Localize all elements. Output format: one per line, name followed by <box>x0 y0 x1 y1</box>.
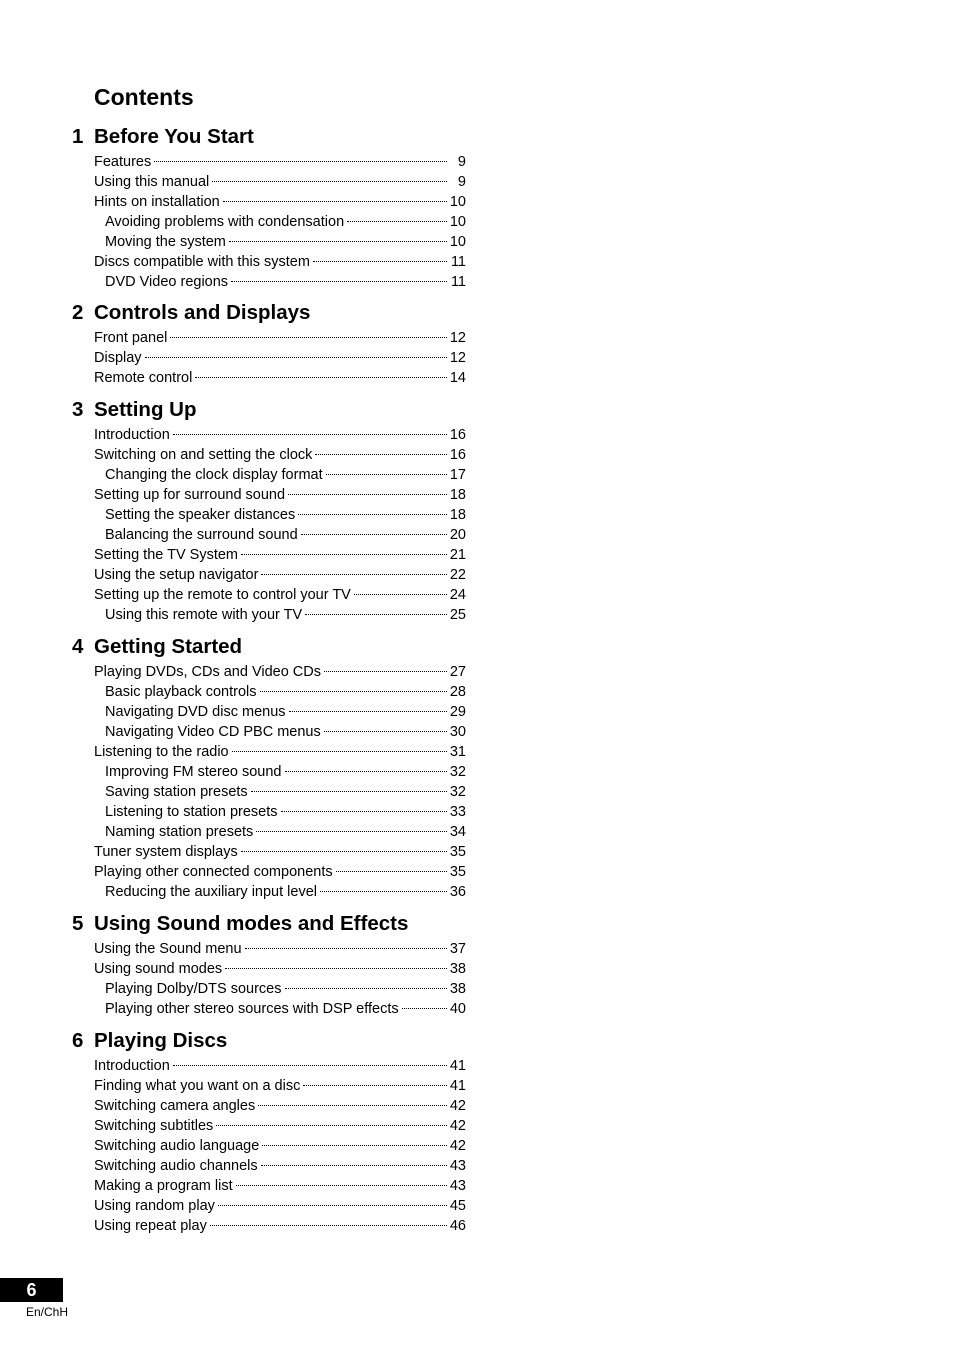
section-title: Playing Discs <box>94 1029 228 1052</box>
dot-leader <box>145 357 447 358</box>
entry-title: Switching on and setting the clock <box>94 447 313 463</box>
dot-leader <box>232 751 447 752</box>
entry-title: Discs compatible with this system <box>94 254 310 270</box>
dot-leader <box>256 831 447 832</box>
section-heading[interactable] <box>72 395 466 425</box>
toc-entry[interactable] <box>72 465 466 485</box>
entry-page-number: 45 <box>449 1198 466 1214</box>
toc-entry[interactable] <box>72 959 466 979</box>
dot-leader <box>261 1165 447 1166</box>
section-number: 5 <box>72 912 84 935</box>
toc-entry[interactable] <box>72 1136 466 1156</box>
entry-page-number: 46 <box>449 1218 466 1234</box>
toc-entry[interactable] <box>72 702 466 722</box>
section-number: 2 <box>72 301 84 324</box>
entry-page-number: 32 <box>449 764 466 780</box>
section-title: Setting Up <box>94 398 197 421</box>
toc-entry[interactable] <box>72 742 466 762</box>
entry-page-number: 17 <box>449 467 466 483</box>
entry-page-number: 12 <box>449 330 466 346</box>
entry-page-number: 37 <box>449 941 466 957</box>
entry-page-number: 40 <box>449 1001 466 1017</box>
toc-section <box>72 298 466 388</box>
entry-page-number: 41 <box>449 1058 466 1074</box>
dot-leader <box>236 1185 447 1186</box>
entry-page-number: 43 <box>449 1158 466 1174</box>
toc-entry[interactable] <box>72 172 466 192</box>
entry-title: Tuner system displays <box>94 844 238 860</box>
entry-page-number: 10 <box>449 214 466 230</box>
entry-title: Listening to the radio <box>94 744 229 760</box>
entry-page-number: 43 <box>449 1178 466 1194</box>
dot-leader <box>303 1085 447 1086</box>
toc-entry[interactable] <box>72 822 466 842</box>
entry-page-number: 31 <box>449 744 466 760</box>
entry-title: Navigating DVD disc menus <box>105 704 286 720</box>
dot-leader <box>225 968 447 969</box>
entry-page-number: 24 <box>449 587 466 603</box>
entry-page-number: 36 <box>449 884 466 900</box>
entry-title: Using random play <box>94 1198 215 1214</box>
dot-leader <box>402 1008 447 1009</box>
entry-title: Reducing the auxiliary input level <box>105 884 317 900</box>
entry-page-number: 22 <box>449 567 466 583</box>
entry-title: Hints on installation <box>94 194 220 210</box>
entry-title: Saving station presets <box>105 784 248 800</box>
dot-leader <box>262 1145 447 1146</box>
entry-title: Avoiding problems with condensation <box>105 214 345 230</box>
entry-page-number: 34 <box>449 824 466 840</box>
dot-leader <box>218 1205 447 1206</box>
section-heading[interactable] <box>72 122 466 152</box>
toc-entry[interactable] <box>72 192 466 212</box>
entry-page-number: 42 <box>449 1098 466 1114</box>
toc-entry[interactable] <box>72 152 466 172</box>
dot-leader <box>241 554 447 555</box>
toc-entry[interactable] <box>72 862 466 882</box>
entry-page-number: 29 <box>449 704 466 720</box>
dot-leader <box>258 1105 447 1106</box>
toc-section <box>72 632 466 902</box>
section-heading[interactable] <box>72 298 466 328</box>
dot-leader <box>305 614 447 615</box>
entry-page-number: 11 <box>450 254 466 270</box>
section-number: 6 <box>72 1029 84 1052</box>
toc-entry[interactable] <box>72 545 466 565</box>
toc-section <box>72 122 466 292</box>
entry-title: Features <box>94 154 152 170</box>
entry-title: Playing DVDs, CDs and Video CDs <box>94 664 321 680</box>
entry-title: Playing other stereo sources with DSP effects <box>105 1001 399 1017</box>
entry-page-number: 21 <box>449 547 466 563</box>
toc-entry[interactable] <box>72 762 466 782</box>
entry-page-number: 16 <box>449 427 466 443</box>
section-number: 1 <box>72 125 84 148</box>
entry-page-number: 42 <box>449 1138 466 1154</box>
entry-page-number: 9 <box>457 174 466 190</box>
section-heading[interactable] <box>72 632 466 662</box>
dot-leader <box>154 161 447 162</box>
entry-title: Introduction <box>94 1058 170 1074</box>
toc-section <box>72 395 466 625</box>
entry-title: Using this remote with your TV <box>105 607 303 623</box>
entry-title: Setting the TV System <box>94 547 238 563</box>
dot-leader <box>261 574 446 575</box>
entry-title: Basic playback controls <box>105 684 257 700</box>
dot-leader <box>326 474 447 475</box>
section-heading[interactable] <box>72 1026 466 1056</box>
dot-leader <box>260 691 447 692</box>
dot-leader <box>324 731 447 732</box>
entry-page-number: 18 <box>449 487 466 503</box>
dot-leader <box>173 434 447 435</box>
toc-entry[interactable] <box>72 485 466 505</box>
toc-entry[interactable] <box>72 882 466 902</box>
dot-leader <box>285 771 447 772</box>
section-title: Getting Started <box>94 635 243 658</box>
entry-title: Remote control <box>94 370 193 386</box>
toc-entry[interactable] <box>72 585 466 605</box>
toc-entry[interactable] <box>72 842 466 862</box>
dot-leader <box>245 948 447 949</box>
toc-entry[interactable] <box>72 662 466 682</box>
entry-title: Improving FM stereo sound <box>105 764 282 780</box>
entry-page-number: 14 <box>449 370 466 386</box>
entry-page-number: 16 <box>449 447 466 463</box>
entry-title: Navigating Video CD PBC menus <box>105 724 321 740</box>
toc-entry[interactable] <box>72 1096 466 1116</box>
dot-leader <box>288 494 447 495</box>
entry-title: Setting up the remote to control your TV <box>94 587 351 603</box>
toc-entry[interactable] <box>72 802 466 822</box>
dot-leader <box>210 1225 447 1226</box>
toc-entry[interactable] <box>72 999 466 1019</box>
toc-entry[interactable] <box>72 1216 466 1236</box>
language-code: En/ChH <box>26 1305 69 1319</box>
entry-title: Balancing the surround sound <box>105 527 298 543</box>
section-title: Before You Start <box>94 125 254 148</box>
toc-section <box>72 909 466 1019</box>
dot-leader <box>324 671 447 672</box>
toc-section <box>72 1026 466 1236</box>
entry-title: Changing the clock display format <box>105 467 323 483</box>
entry-title: Switching camera angles <box>94 1098 256 1114</box>
toc-entry[interactable] <box>72 979 466 999</box>
entry-title: DVD Video regions <box>105 274 229 290</box>
entry-page-number: 27 <box>449 664 466 680</box>
entry-title: Setting up for surround sound <box>94 487 286 503</box>
entry-page-number: 11 <box>450 274 466 290</box>
section-number: 3 <box>72 398 84 421</box>
entry-title: Listening to station presets <box>105 804 278 820</box>
entry-page-number: 33 <box>449 804 466 820</box>
dot-leader <box>320 891 447 892</box>
entry-title: Moving the system <box>105 234 226 250</box>
toc-entry[interactable] <box>72 1176 466 1196</box>
entry-page-number: 10 <box>449 234 466 250</box>
entry-title: Setting the speaker distances <box>105 507 296 523</box>
entry-page-number: 9 <box>457 154 466 170</box>
dot-leader <box>241 851 447 852</box>
section-title: Controls and Displays <box>94 301 311 324</box>
toc-entry[interactable] <box>72 232 466 252</box>
entry-title: Switching audio channels <box>94 1158 258 1174</box>
toc-entry[interactable] <box>72 445 466 465</box>
dot-leader <box>298 514 447 515</box>
dot-leader <box>315 454 446 455</box>
toc-entry[interactable] <box>72 252 466 272</box>
toc-entry[interactable] <box>72 525 466 545</box>
entry-title: Using repeat play <box>94 1218 207 1234</box>
dot-leader <box>170 337 447 338</box>
entry-title: Playing other connected components <box>94 864 333 880</box>
entry-page-number: 18 <box>449 507 466 523</box>
entry-page-number: 35 <box>449 844 466 860</box>
toc-entry[interactable] <box>72 425 466 445</box>
entry-page-number: 38 <box>449 981 466 997</box>
entry-title: Making a program list <box>94 1178 233 1194</box>
entry-page-number: 10 <box>449 194 466 210</box>
entry-title: Using the setup navigator <box>94 567 259 583</box>
toc-entry[interactable] <box>72 605 466 625</box>
entry-title: Finding what you want on a disc <box>94 1078 301 1094</box>
section-number: 4 <box>72 635 84 658</box>
section-title: Using Sound modes and Effects <box>94 912 409 935</box>
page-title: Contents <box>94 84 194 110</box>
entry-title: Playing Dolby/DTS sources <box>105 981 282 997</box>
toc-entry[interactable] <box>72 939 466 959</box>
entry-title: Display <box>94 350 142 366</box>
dot-leader <box>281 811 447 812</box>
dot-leader <box>173 1065 447 1066</box>
toc-entry[interactable] <box>72 272 466 292</box>
entry-page-number: 25 <box>449 607 466 623</box>
section-heading[interactable] <box>72 909 466 939</box>
toc-entry[interactable] <box>72 1076 466 1096</box>
toc-entry[interactable] <box>72 1116 466 1136</box>
toc-entry[interactable] <box>72 682 466 702</box>
toc-entry[interactable] <box>72 348 466 368</box>
toc-entry[interactable] <box>72 565 466 585</box>
entry-page-number: 42 <box>449 1118 466 1134</box>
dot-leader <box>347 221 447 222</box>
toc-entry[interactable] <box>72 782 466 802</box>
dot-leader <box>354 594 447 595</box>
dot-leader <box>251 791 447 792</box>
toc-entry[interactable] <box>72 368 466 388</box>
entry-page-number: 35 <box>449 864 466 880</box>
entry-title: Using this manual <box>94 174 210 190</box>
toc-entry[interactable] <box>72 1056 466 1076</box>
entry-title: Switching audio language <box>94 1138 260 1154</box>
dot-leader <box>313 261 447 262</box>
entry-title: Using sound modes <box>94 961 223 977</box>
dot-leader <box>223 201 447 202</box>
dot-leader <box>301 534 447 535</box>
entry-title: Switching subtitles <box>94 1118 214 1134</box>
dot-leader <box>212 181 447 182</box>
dot-leader <box>289 711 447 712</box>
entry-page-number: 32 <box>449 784 466 800</box>
dot-leader <box>285 988 447 989</box>
dot-leader <box>216 1125 447 1126</box>
entry-title: Front panel <box>94 330 168 346</box>
entry-page-number: 30 <box>449 724 466 740</box>
dot-leader <box>195 377 447 378</box>
entry-page-number: 41 <box>449 1078 466 1094</box>
toc-entry[interactable] <box>72 505 466 525</box>
entry-title: Introduction <box>94 427 170 443</box>
entry-page-number: 20 <box>449 527 466 543</box>
toc-entry[interactable] <box>72 1156 466 1176</box>
dot-leader <box>231 281 447 282</box>
toc-entry[interactable] <box>72 722 466 742</box>
entry-page-number: 38 <box>449 961 466 977</box>
page-number-badge: 6 <box>0 1278 63 1302</box>
toc-entry[interactable] <box>72 1196 466 1216</box>
toc-entry[interactable] <box>72 212 466 232</box>
entry-title: Using the Sound menu <box>94 941 242 957</box>
toc-entry[interactable] <box>72 328 466 348</box>
dot-leader <box>229 241 447 242</box>
entry-page-number: 12 <box>449 350 466 366</box>
dot-leader <box>336 871 447 872</box>
entry-title: Naming station presets <box>105 824 254 840</box>
entry-page-number: 28 <box>449 684 466 700</box>
